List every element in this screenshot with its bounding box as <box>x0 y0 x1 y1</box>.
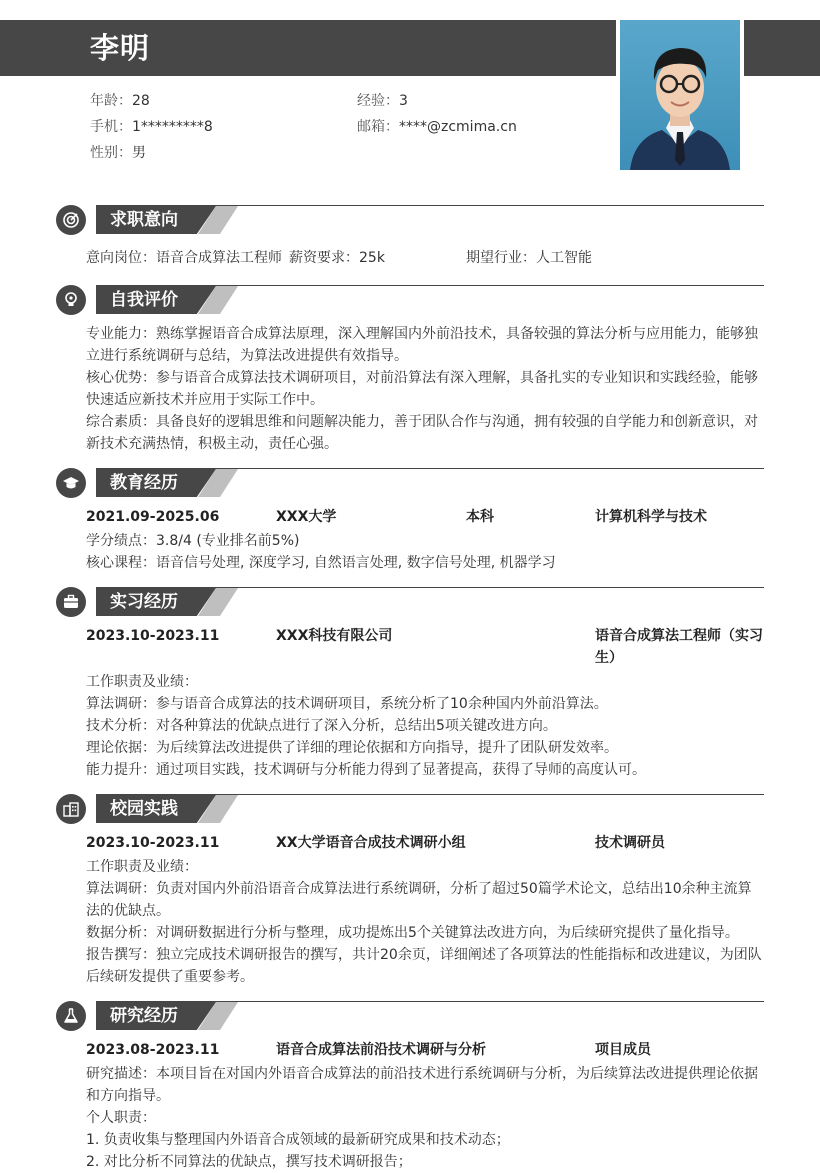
internship-duty-heading: 工作职责及业绩： <box>86 674 198 690</box>
header-bar-right <box>744 20 820 76</box>
internship-duty-item: 算法调研：参与语音合成算法的技术调研项目，系统分析了10余种国内外前沿算法。 <box>86 696 608 712</box>
section-title: 求职意向 <box>110 210 178 230</box>
gender-field: 性别：男 <box>90 145 146 161</box>
education-school: XXX大学 <box>276 509 337 525</box>
section-campus-practice <box>56 794 764 826</box>
research-duty-heading: 个人职责： <box>86 1110 156 1126</box>
research-duty-item: 2. 对比分析不同算法的优缺点，撰写技术调研报告； <box>86 1154 412 1170</box>
education-gpa: 学分绩点：3.8/4 (专业排名前5%) <box>86 533 300 549</box>
section-self-evaluation <box>56 285 764 317</box>
briefcase-icon <box>56 587 86 617</box>
education-period: 2021.09-2025.06 <box>86 509 220 525</box>
self-eval-qualities: 综合素质：具备良好的逻辑思维和问题解决能力，善于团队合作与沟通，拥有较强的自学能力和创新意识，对新技术充满热情，积极主动，责任心强。 <box>86 414 758 452</box>
campus-duty-heading: 工作职责及业绩： <box>86 859 198 875</box>
education-major: 计算机科学与技术 <box>595 509 707 525</box>
email-field: 邮箱：****@zcmima.cn <box>357 119 517 135</box>
education-degree: 本科 <box>466 509 494 525</box>
section-title: 教育经历 <box>110 473 178 493</box>
age-field: 年龄：28 <box>90 93 150 109</box>
intent-salary: 薪资要求：25k <box>289 250 385 266</box>
campus-duty-item: 报告撰写：独立完成技术调研报告的撰写，共计20余页，详细阐述了各项算法的性能指标和改进建议，为团队后续研发提供了重要参考。 <box>86 947 762 985</box>
section-title: 研究经历 <box>110 1006 178 1026</box>
target-icon <box>56 205 86 235</box>
section-research <box>56 1001 764 1033</box>
internship-duty-item: 技术分析：对各种算法的优缺点进行了深入分析，总结出5项关键改进方向。 <box>86 718 557 734</box>
research-role: 项目成员 <box>595 1042 651 1058</box>
section-job-intent <box>56 205 764 237</box>
buildings-icon <box>56 794 86 824</box>
internship-role: 语音合成算法工程师（实习 生） <box>595 628 763 666</box>
internship-duty-item: 能力提升：通过项目实践，技术调研与分析能力得到了显著提高，获得了导师的高度认可。 <box>86 762 646 778</box>
graduation-cap-icon <box>56 468 86 498</box>
phone-field: 手机：1*********8 <box>90 119 213 135</box>
campus-duty-item: 数据分析：对调研数据进行分析与整理，成功提炼出5个关键算法改进方向，为后续研究提供了量化指导。 <box>86 925 739 941</box>
section-title: 自我评价 <box>110 290 178 310</box>
section-title: 实习经历 <box>110 592 178 612</box>
section-title: 校园实践 <box>110 799 178 819</box>
self-eval-strengths: 核心优势：参与语音合成算法技术调研项目，对前沿算法有深入理解，具备扎实的专业知识和实践经验，能够快速适应新技术并应用于实际工作中。 <box>86 370 758 408</box>
research-description: 研究描述：本项目旨在对国内外语音合成算法的前沿技术进行系统调研与分析，为后续算法改进提供理论依据和方向指导。 <box>86 1066 758 1104</box>
section-education <box>56 468 764 500</box>
self-eval-professional: 专业能力：熟练掌握语音合成算法原理，深入理解国内外前沿技术，具备较强的算法分析与应用能力，能够独立进行系统调研与总结，为算法改进提供有效指导。 <box>86 326 758 364</box>
flask-icon <box>56 1001 86 1031</box>
research-duty-item: 1. 负责收集与整理国内外语音合成领域的最新研究成果和技术动态； <box>86 1132 510 1148</box>
profile-photo <box>620 20 740 170</box>
section-internship <box>56 587 764 619</box>
education-courses: 核心课程：语音信号处理, 深度学习, 自然语言处理, 数字信号处理, 机器学习 <box>86 555 556 571</box>
candidate-name: 李明 <box>90 31 151 65</box>
campus-duty-item: 算法调研：负责对国内外前沿语音合成算法进行系统调研，分析了超过50篇学术论文，总结出10余种主流算法的优缺点。 <box>86 881 752 919</box>
campus-org: XX大学语音合成技术调研小组 <box>276 835 466 851</box>
campus-period: 2023.10-2023.11 <box>86 835 220 851</box>
internship-period: 2023.10-2023.11 <box>86 628 220 644</box>
internship-company: XXX科技有限公司 <box>276 628 393 644</box>
research-project: 语音合成算法前沿技术调研与分析 <box>276 1042 486 1058</box>
intent-industry: 期望行业：人工智能 <box>466 250 592 266</box>
internship-duty-item: 理论依据：为后续算法改进提供了详细的理论依据和方向指导，提升了团队研发效率。 <box>86 740 618 756</box>
research-period: 2023.08-2023.11 <box>86 1042 220 1058</box>
lightbulb-icon <box>56 285 86 315</box>
intent-position: 意向岗位：语音合成算法工程师 <box>86 250 282 266</box>
campus-role: 技术调研员 <box>595 835 665 851</box>
experience-field: 经验：3 <box>357 93 408 109</box>
